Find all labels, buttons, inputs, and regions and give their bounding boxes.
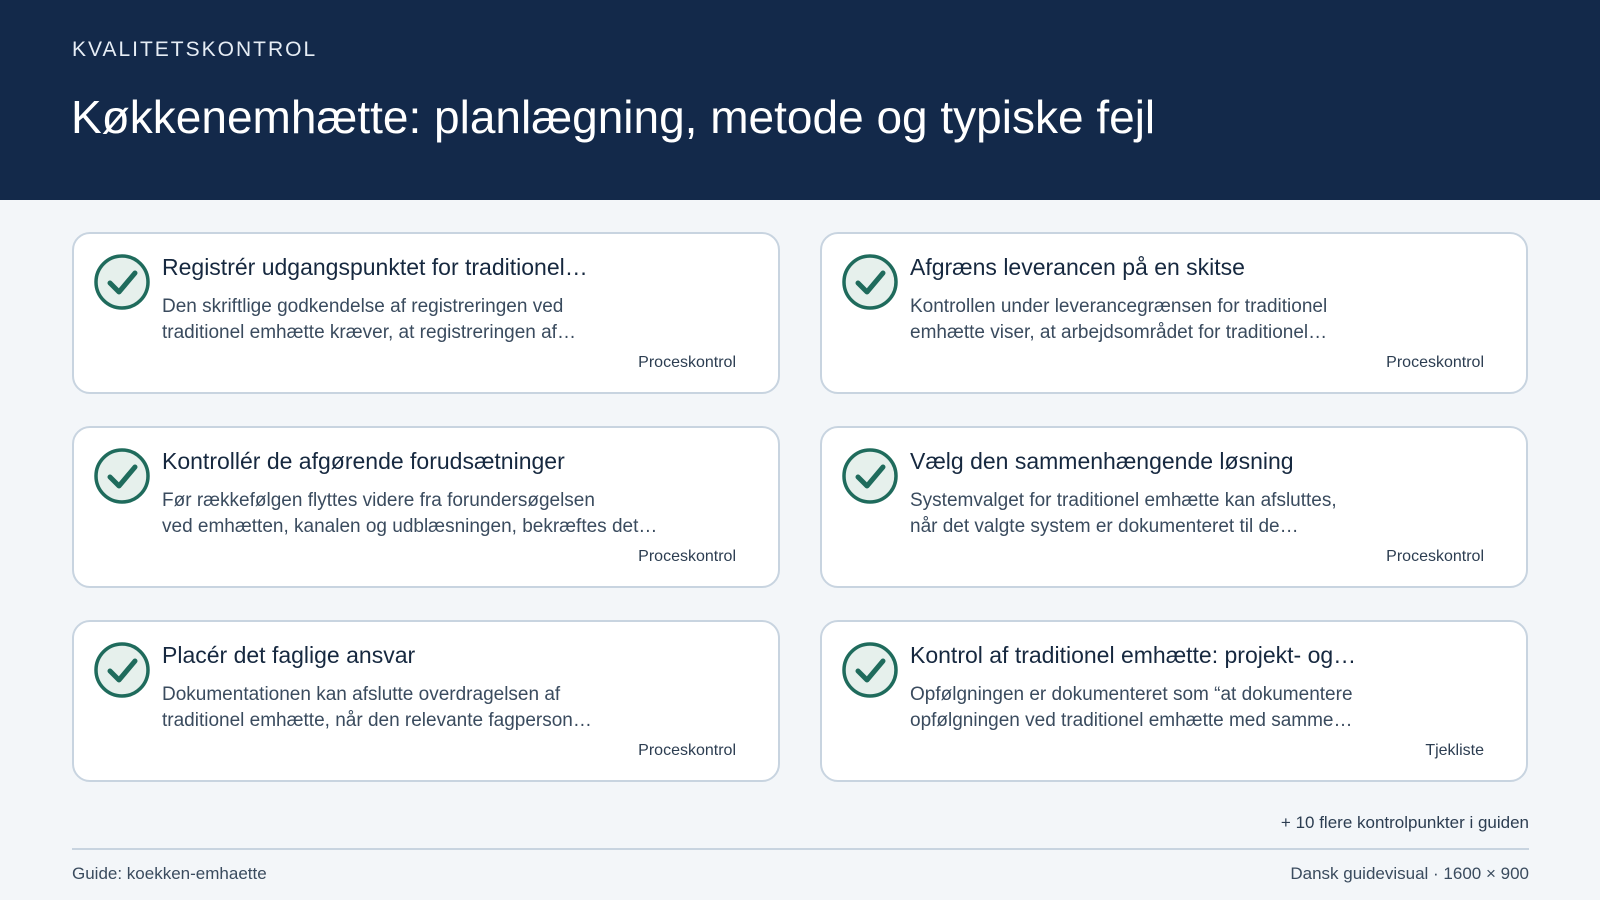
card-description (162, 488, 722, 540)
card-description-line: ved emhætten, kanalen og udblæsningen, bekræftes det… (162, 516, 658, 537)
card-description-line: emhætte viser, at arbejdsområdet for traditionel… (910, 322, 1328, 343)
card-description-line: når det valgte system er dokumenteret til de… (910, 516, 1299, 537)
card-description-line: Dokumentationen kan afslutte overdragelsen af (162, 684, 561, 705)
card-description-line: Kontrollen under leverancegrænsen for traditionel (910, 296, 1328, 317)
card-tag: Proceskontrol (638, 548, 736, 565)
card-description-line: traditionel emhætte, når den relevante fagperson… (162, 710, 592, 731)
page-title: Køkkenemhætte: planlægning, metode og typiske fejl (71, 91, 1156, 143)
card-description-line: Opfølgningen er dokumenteret som “at dokumentere (910, 684, 1353, 705)
check-circle-icon (94, 254, 150, 310)
card-title: Kontrollér de afgørende forudsætninger (162, 448, 565, 474)
card-tag: Proceskontrol (1386, 548, 1484, 565)
card-description (910, 682, 1470, 734)
section-eyebrow: KVALITETSKONTROL (72, 38, 318, 61)
check-circle-icon (842, 448, 898, 504)
card-title: Afgræns leverancen på en skitse (910, 254, 1245, 280)
card-title: Placér det faglige ansvar (162, 642, 416, 668)
checklist-card[interactable] (72, 426, 780, 588)
card-title: Vælg den sammenhængende løsning (910, 448, 1294, 474)
card-description-line: traditionel emhætte kræver, at registreringen af… (162, 322, 576, 343)
check-circle-icon (842, 642, 898, 698)
check-circle-icon (94, 642, 150, 698)
page-header (0, 0, 1600, 200)
check-circle-icon (842, 254, 898, 310)
card-tag: Tjekliste (1425, 742, 1484, 759)
card-tag: Proceskontrol (638, 742, 736, 759)
checklist-card[interactable] (72, 620, 780, 782)
card-description (910, 488, 1470, 540)
card-tag: Proceskontrol (638, 354, 736, 371)
checklist-card[interactable] (820, 232, 1528, 394)
card-description-line: Systemvalget for traditionel emhætte kan afsluttes, (910, 490, 1337, 511)
footer-divider (72, 848, 1529, 850)
card-title: Kontrol af traditionel emhætte: projekt- og… (910, 642, 1357, 668)
card-description-line: Den skriftlige godkendelse af registreringen ved (162, 296, 564, 317)
more-checkpoints-link[interactable]: + 10 flere kontrolpunkter i guiden (1280, 813, 1529, 832)
checklist-card[interactable] (72, 232, 780, 394)
checklist-card[interactable] (820, 620, 1528, 782)
card-title: Registrér udgangspunktet for traditionel… (162, 254, 588, 280)
card-description (162, 682, 722, 734)
footer-meta: Dansk guidevisual · 1600 × 900 (1290, 864, 1529, 883)
check-circle-icon (94, 448, 150, 504)
card-description-line: Før rækkefølgen flyttes videre fra forundersøgelsen (162, 490, 595, 511)
checklist-card[interactable] (820, 426, 1528, 588)
footer-guide-label: Guide: koekken-emhaette (72, 864, 267, 883)
card-description (910, 294, 1470, 346)
card-tag: Proceskontrol (1386, 354, 1484, 371)
card-description (162, 294, 722, 346)
card-description-line: opfølgningen ved traditionel emhætte med samme… (910, 710, 1353, 731)
